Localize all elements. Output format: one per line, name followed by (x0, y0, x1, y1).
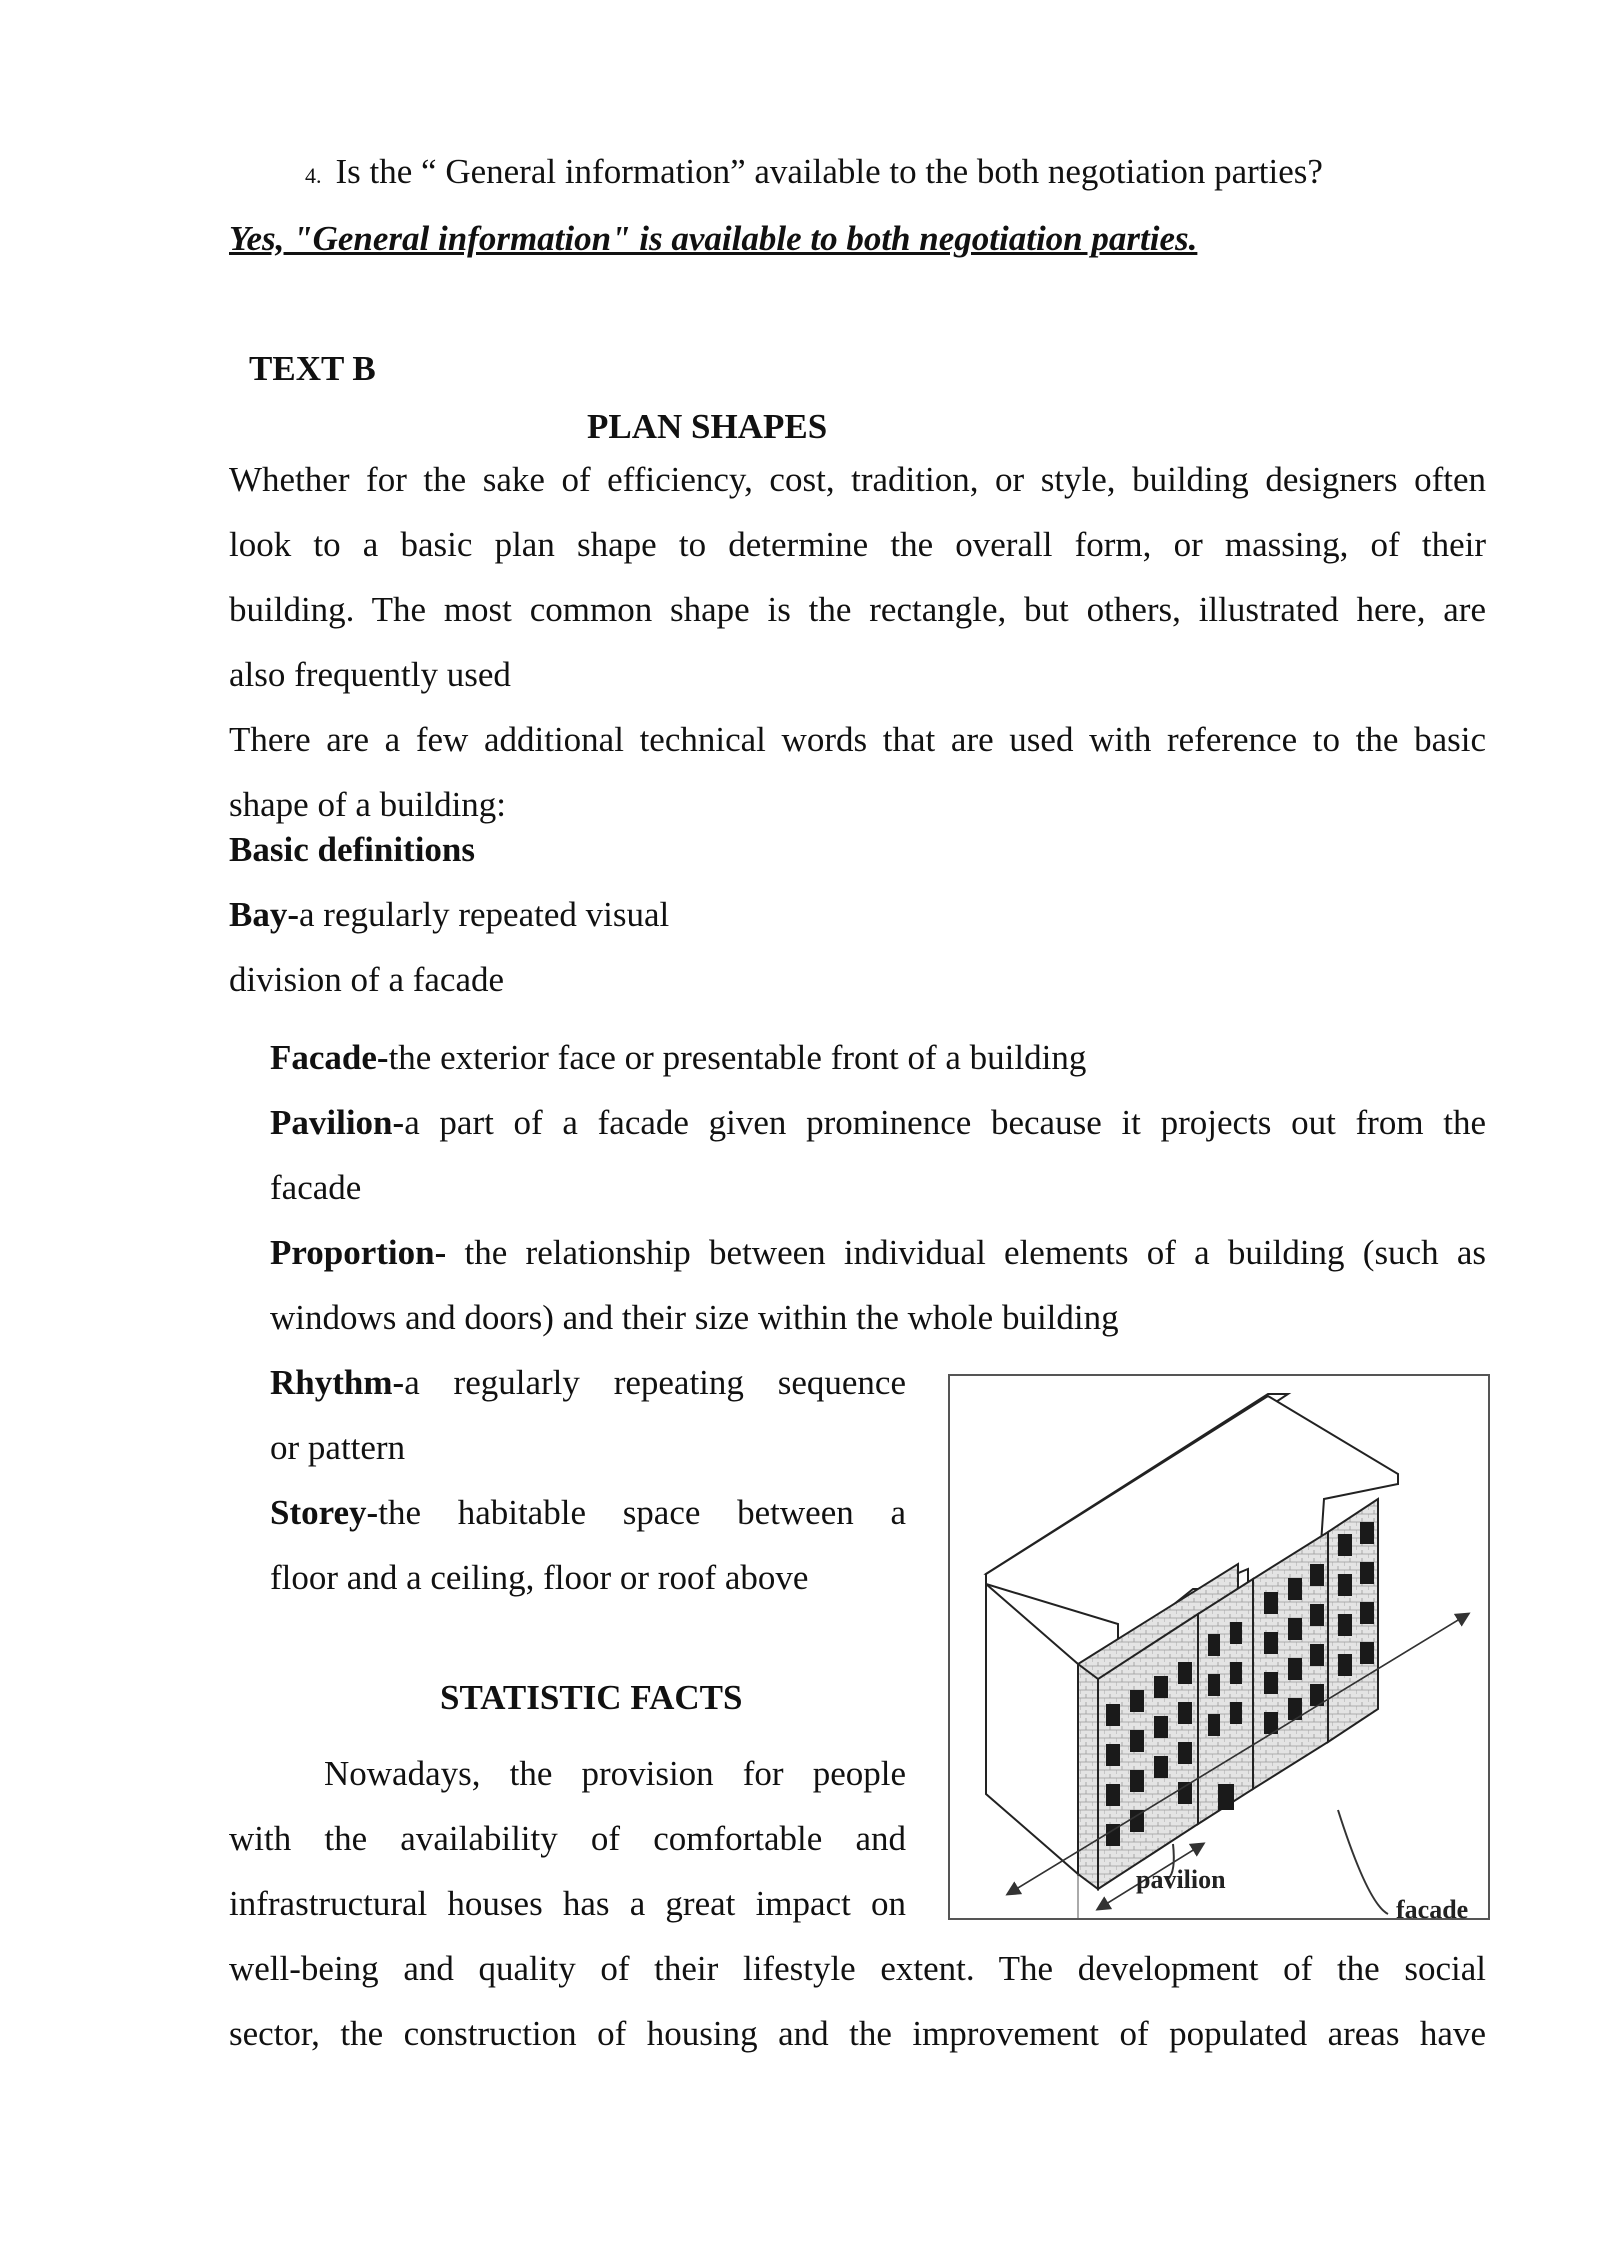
term-storey: Storey- (270, 1493, 379, 1532)
section-title: PLAN SHAPES (587, 407, 828, 446)
section-label: TEXT B (249, 349, 376, 388)
definition-storey (270, 1480, 906, 1545)
question-text: Is the “ General information” available to the both negotiation parties? (335, 152, 1323, 191)
definition-facade (270, 1025, 1486, 1090)
intro-paragraph (229, 447, 1486, 837)
term-rhythm: Rhythm- (270, 1363, 405, 1402)
definition-proportion (270, 1220, 1486, 1285)
statistic-line: infrastructural houses has a great impact on (229, 1884, 906, 1923)
definition-rhythm (270, 1350, 906, 1415)
definition-pavilion (270, 1090, 1486, 1155)
definition-pavilion-cont: facade (270, 1168, 362, 1207)
intro-line: building. The most common shape is the rectangle, but others, illustrated here, are (229, 590, 1486, 629)
definition-proportion-text: the relationship between individual elements of a building (such as (446, 1233, 1486, 1272)
term-facade: Facade- (270, 1038, 389, 1077)
question-4 (305, 152, 1323, 192)
intro-line: Whether for the sake of efficiency, cost, tradition, or style, building designers often (229, 460, 1486, 499)
definition-storey-cont: floor and a ceiling, floor or roof above (270, 1558, 809, 1597)
statistic-paragraph (229, 1741, 906, 1936)
definition-facade-text: the exterior face or presentable front of a building (388, 1038, 1087, 1077)
term-pavilion: Pavilion- (270, 1103, 405, 1142)
term-proportion: Proportion- (270, 1233, 447, 1272)
statistic-line: well-being and quality of their lifestyle extent. The development of the social (229, 1949, 1486, 1988)
definition-bay (229, 895, 669, 935)
intro-line: look to a basic plan shape to determine the overall form, or massing, of their (229, 525, 1486, 564)
statistic-line: sector, the construction of housing and the improvement of populated areas have (229, 2014, 1486, 2053)
building-illustration (948, 1374, 1490, 1920)
statistic-line: Nowadays, the provision for people (324, 1754, 906, 1793)
definition-pavilion-text: a part of a facade given prominence because it projects out from the (404, 1103, 1486, 1142)
definition-rhythm-text: a regularly repeating sequence (404, 1363, 906, 1402)
definitions-list (270, 1025, 1486, 1350)
definition-rhythm-cont: or pattern (270, 1428, 406, 1467)
statistic-line: with the availability of comfortable and (229, 1819, 906, 1858)
intro-line: shape of a building: (229, 785, 507, 824)
definition-bay-cont: division of a facade (229, 960, 505, 999)
definition-proportion-cont: windows and doors) and their size within the whole building (270, 1298, 1119, 1337)
label-pavilion: pavilion (1136, 1865, 1226, 1894)
definition-storey-text: the habitable space between a (378, 1493, 906, 1532)
question-number: 4. (305, 163, 322, 188)
answer-text: Yes, "General information" is available to both negotiation parties. (229, 219, 1198, 258)
definitions-heading: Basic definitions (229, 830, 476, 869)
intro-line: There are a few additional technical words that are used with reference to the basic (229, 720, 1486, 759)
statistic-paragraph-cont (229, 1936, 1486, 2066)
term-bay: Bay- (229, 895, 299, 934)
definition-bay-text: a regularly repeated visual (299, 895, 670, 934)
label-facade: facade (1396, 1895, 1469, 1920)
definitions-list-2 (270, 1350, 906, 1610)
intro-line: also frequently used (229, 655, 511, 694)
statistic-title: STATISTIC FACTS (440, 1678, 743, 1717)
